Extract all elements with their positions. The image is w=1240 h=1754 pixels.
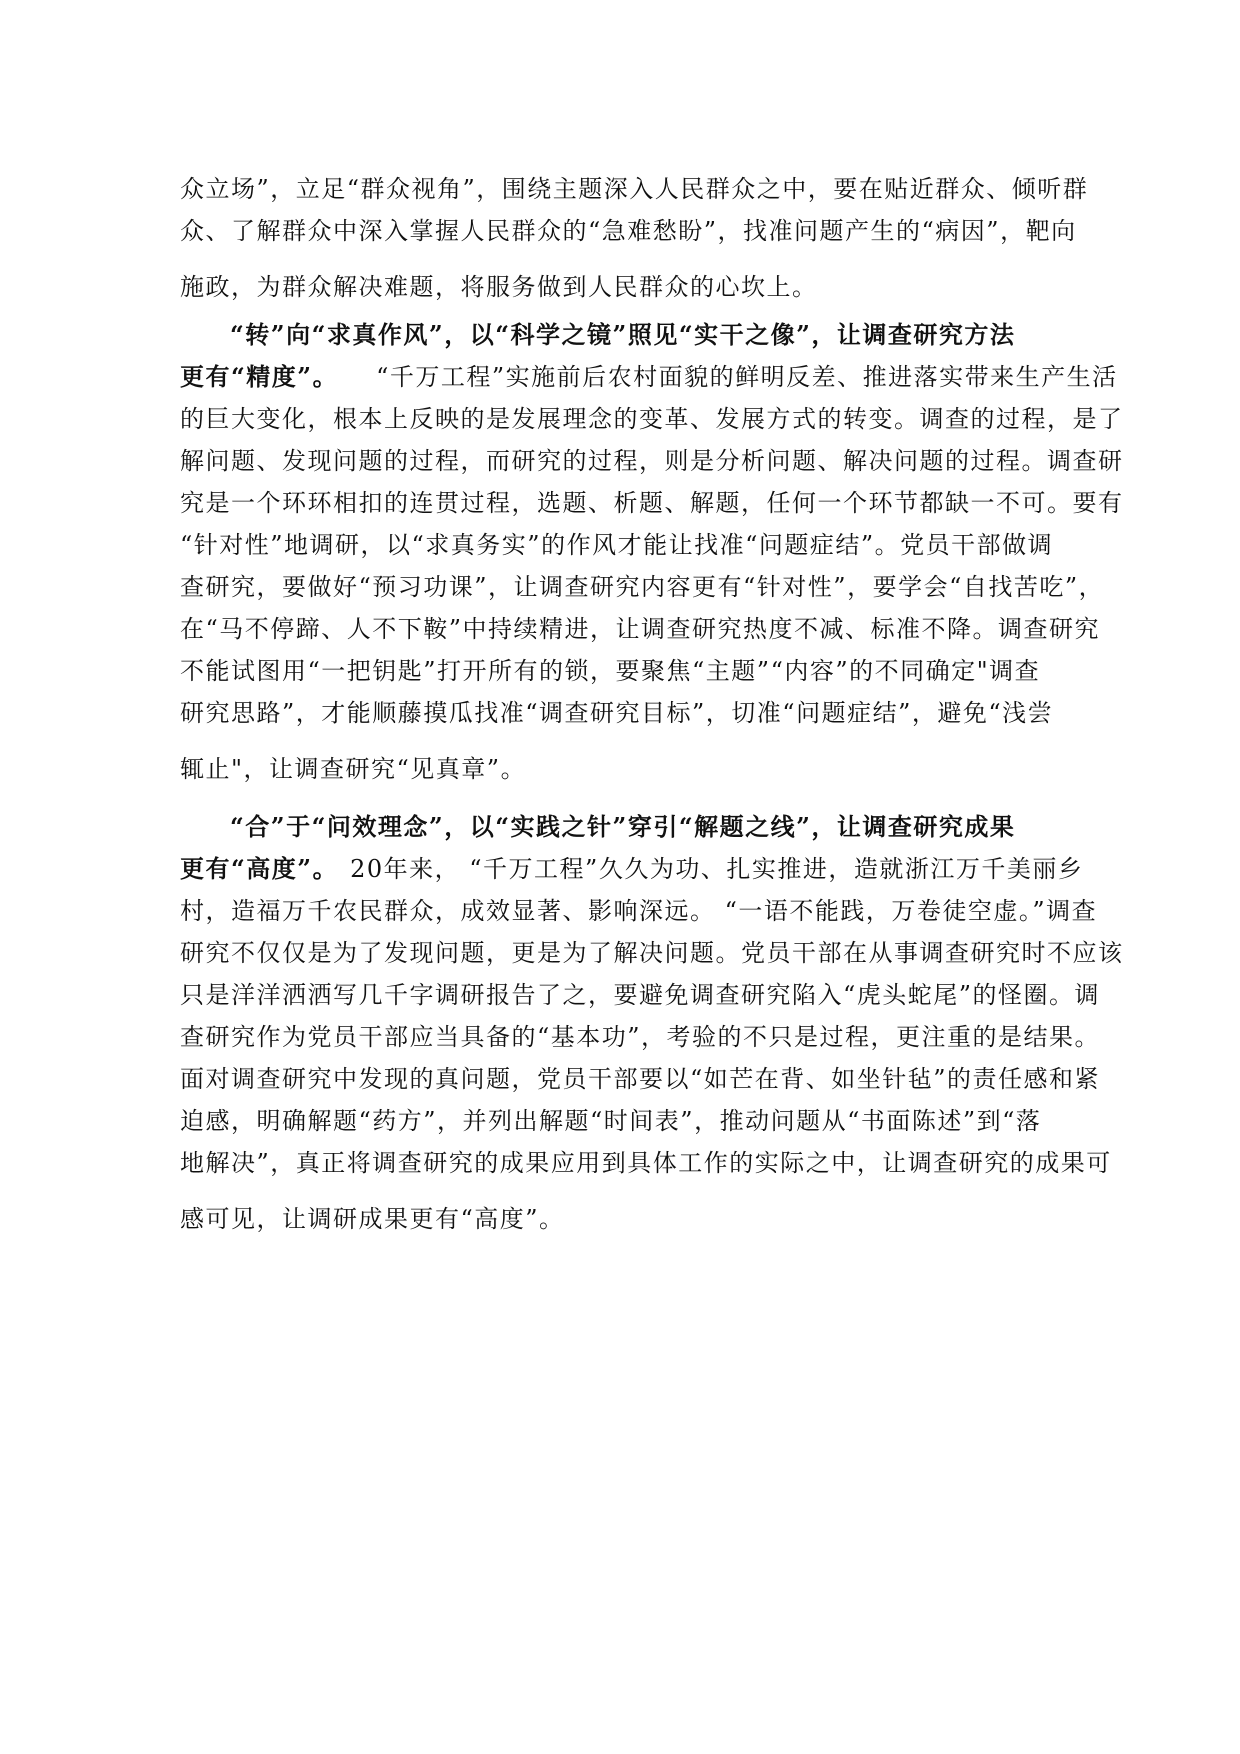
text-line: 村，造福万千农民群众，成效显著、影响深远。 “一语不能践，万卷徒空虚。”调查	[180, 897, 1098, 925]
section-heading-end: 更有“精度”。	[180, 362, 339, 391]
text-line	[180, 356, 1118, 398]
text-line: 迫感，明确解题“药方”，并列出解题“时间表”，推动问题从“书面陈述”到“落	[180, 1107, 1042, 1135]
document-body	[180, 168, 1124, 1240]
paragraph-3	[180, 806, 1124, 1240]
paragraph-2	[180, 314, 1124, 790]
section-heading: “合”于“问效理念”，以“实践之针”穿引“解题之线”，让调查研究成果	[230, 812, 1016, 841]
text-line-rest: 20年来， “千万工程”久久为功、扎实推进，造就浙江万千美丽乡	[350, 855, 1084, 883]
text-line: 在“马不停蹄、人不下鞍”中持续精进，让调查研究热度不减、标准不降。调查研究	[180, 615, 1101, 643]
section-heading: “转”向“求真作风”，以“科学之镜”照见“实干之像”，让调查研究方法	[230, 320, 1016, 349]
text-line: 只是洋洋洒洒写几千字调研报告了之，要避免调查研究陷入“虎头蛇尾”的怪圈。调	[180, 981, 1101, 1009]
section-heading-end: 更有“高度”。	[180, 854, 339, 883]
paragraph-1	[180, 168, 1089, 308]
text-line: 研究思路”，才能顺藤摸瓜找准“调查研究目标”，切准“问题症结”，避免“浅尝	[180, 699, 1054, 727]
text-line: 不能试图用“一把钥匙”打开所有的锁，要聚焦“主题”“内容”的不同确定"调查	[180, 657, 1041, 685]
text-line: 辄止"，让调查研究“见真章”。	[180, 755, 527, 783]
text-line-rest: “千万工程”实施前后农村面貌的鲜明反差、推进落实带来生产生活	[376, 363, 1118, 391]
text-line: 众立场”，立足“群众视角”，围绕主题深入人民群众之中，要在贴近群众、倾听群	[180, 175, 1089, 203]
text-line: 究是一个环环相扣的连贯过程，选题、析题、解题，任何一个环节都缺一不可。要有	[180, 489, 1124, 517]
text-line: 的巨大变化，根本上反映的是发展理念的变革、发展方式的转变。调查的过程，是了	[180, 405, 1124, 433]
text-line: 面对调查研究中发现的真问题，党员干部要以“如芒在背、如坐针毡”的责任感和紧	[180, 1065, 1101, 1093]
text-line	[180, 848, 1084, 890]
text-line: 施政，为群众解决难题，将服务做到人民群众的心坎上。	[180, 273, 818, 301]
text-line: 众、了解群众中深入掌握人民群众的“急难愁盼”，找准问题产生的“病因”，靶向	[180, 217, 1077, 245]
text-line: 解问题、发现问题的过程，而研究的过程，则是分析问题、解决问题的过程。调查研	[180, 447, 1124, 475]
text-line: 感可见，让调研成果更有“高度”。	[180, 1205, 565, 1233]
text-line: 查研究，要做好“预习功课”，让调查研究内容更有“针对性”，要学会“自找苦吃”，	[180, 573, 1105, 601]
text-line: 查研究作为党员干部应当具备的“基本功”，考验的不只是过程，更注重的是结果。	[180, 1023, 1101, 1051]
text-line: “针对性”地调研，以“求真务实”的作风才能让找准“问题症结”。党员干部做调	[180, 531, 1054, 559]
text-line: 地解决”，真正将调查研究的成果应用到具体工作的实际之中，让调查研究的成果可	[180, 1149, 1112, 1177]
text-line: 研究不仅仅是为了发现问题，更是为了解决问题。党员干部在从事调查研究时不应该	[180, 939, 1124, 967]
